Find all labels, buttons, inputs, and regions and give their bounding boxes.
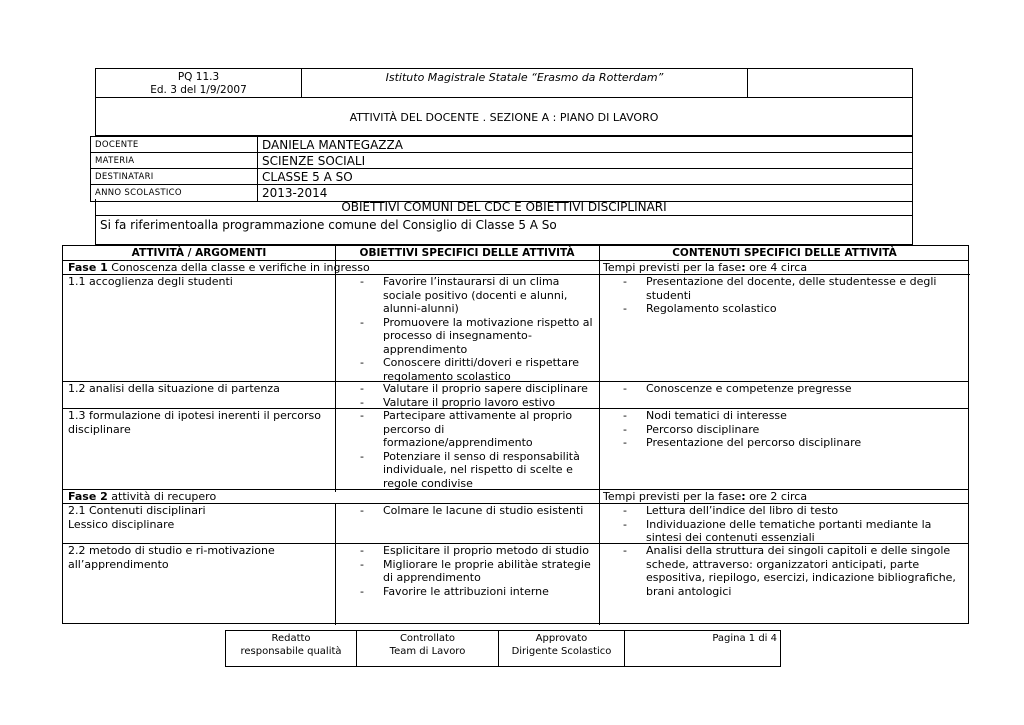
- dash-marker: -: [360, 504, 364, 517]
- objective-item: [360, 584, 593, 599]
- dash-marker: -: [360, 275, 364, 288]
- activity-1-1: 1.1 accoglienza degli studenti: [68, 275, 233, 288]
- dash-marker: -: [360, 449, 364, 463]
- objective-item: [360, 395, 593, 410]
- activities-table: [62, 245, 969, 624]
- content-item: [623, 504, 966, 518]
- dash-marker: -: [623, 436, 627, 449]
- objective-item: [360, 504, 593, 518]
- phase-1-time-label: Tempi previsti per la fase: [603, 261, 742, 274]
- dash-marker: -: [360, 382, 364, 395]
- dash-marker: -: [623, 544, 627, 557]
- phase-1-time-colon: :: [741, 261, 746, 274]
- phase-1-title: [68, 261, 568, 275]
- activity-2-2: 2.2 metodo di studio e ri-motivazione all’apprendimento: [68, 544, 275, 571]
- docente-value: DANIELA MANTEGAZZA: [262, 137, 403, 152]
- content-item: [623, 275, 966, 302]
- content-text: Lettura dell’indice del libro di testo: [646, 504, 839, 517]
- info-row-materia: [91, 153, 912, 169]
- content-text: Nodi tematici di interesse: [646, 409, 787, 422]
- objective-text: Favorire le attribuzioni interne: [383, 584, 549, 598]
- column-header-activities: ATTIVITÀ / ARGOMENTI: [131, 247, 267, 259]
- content-text: Individuazione delle tematiche portanti mediante la sintesi dei contenuti essenziali: [646, 517, 932, 544]
- phase-1-description: Conoscenza della classe e verifiche in ingresso: [107, 261, 370, 274]
- objective-text: Potenziare il senso di responsabilità individuale, nel rispetto di scelte e regole condivise: [383, 449, 580, 490]
- objectives-1-1: [360, 275, 593, 383]
- phase-1-time-value: ore 4 circa: [745, 261, 808, 274]
- phase-2-time-value: ore 2 circa: [745, 490, 808, 503]
- materia-value: SCIENZE SOCIALI: [262, 153, 366, 168]
- content-text: Analisi della struttura dei singoli capitoli e delle singole schede, attraverso: organizzatori anticipati, parte espositiva, riepilogo, esercizi, indicazione bibliografiche, brani antologici: [646, 544, 956, 598]
- dash-marker: -: [623, 382, 627, 395]
- footer-approvato: [499, 631, 625, 666]
- footer-controllato: [357, 631, 499, 666]
- footer-approvato-label: Approvato: [535, 633, 588, 644]
- info-row-destinatari: [91, 169, 912, 185]
- document-code: PQ 11.3: [177, 71, 220, 83]
- objective-item: [360, 315, 593, 357]
- dash-marker: -: [623, 422, 627, 436]
- content-text: Conoscenze e competenze pregresse: [646, 382, 852, 395]
- info-row-docente: [91, 137, 912, 153]
- content-text: Regolamento scolastico: [646, 302, 777, 315]
- objective-text: Conoscere diritti/doveri e rispettare regolamento scolastico: [383, 356, 580, 383]
- objective-text: Migliorare le proprie abilitàe strategie di apprendimento: [383, 557, 591, 584]
- section-title: ATTIVITÀ DEL DOCENTE . SEZIONE A : PIANO DI LAVORO: [96, 97, 912, 137]
- objective-text: Esplicitare il proprio metodo di studio: [383, 544, 589, 557]
- phase-2-time-label: Tempi previsti per la fase: [603, 490, 742, 503]
- content-text: Presentazione del percorso disciplinare: [646, 436, 862, 449]
- school-name: Istituto Magistrale Statale “Erasmo da Rotterdam”: [302, 69, 748, 97]
- phase-2-description: attività di recupero: [107, 490, 217, 503]
- page-number: Pagina 1 di 4: [712, 633, 777, 644]
- objective-text: Valutare il proprio sapere disciplinare: [383, 382, 588, 395]
- objective-item: [360, 557, 593, 585]
- activity-2-1-line1: 2.1 Contenuti disciplinari: [68, 504, 206, 517]
- content-item: [623, 302, 966, 316]
- column-divider: [335, 246, 336, 492]
- objective-item: [360, 409, 593, 450]
- objectives-1-3: [360, 409, 593, 490]
- objective-item: [360, 356, 593, 383]
- dash-marker: -: [623, 409, 627, 422]
- docente-label: DOCENTE: [91, 137, 258, 152]
- content-item: [623, 436, 966, 450]
- footer-redatto-label: Redatto: [271, 633, 311, 644]
- footer-redatto: [226, 631, 357, 666]
- dash-marker: -: [360, 557, 364, 571]
- dash-marker: -: [360, 395, 364, 409]
- phase-2-title: [68, 490, 568, 504]
- content-text: Presentazione del docente, delle studentesse e degli studenti: [646, 275, 937, 302]
- content-item: [623, 409, 966, 423]
- activity-1-2: 1.2 analisi della situazione di partenza: [68, 382, 280, 395]
- phase-2-time-colon: :: [741, 490, 746, 503]
- dash-marker: -: [623, 504, 627, 517]
- phase-1-label: Fase 1: [68, 261, 108, 274]
- footer-redatto-role: responsabile qualità: [240, 646, 342, 657]
- anno-label: ANNO SCOLASTICO: [91, 185, 258, 201]
- document-header: [95, 68, 913, 136]
- phase-2-time: [603, 490, 963, 504]
- dash-marker: -: [360, 409, 364, 422]
- objectives-block: [95, 199, 913, 245]
- content-text: Percorso disciplinare: [646, 422, 760, 436]
- dash-marker: -: [623, 275, 627, 288]
- objective-text: Favorire l’instaurarsi di un clima sociale positivo (docenti e alunni, alunni-alunni): [383, 275, 568, 315]
- objective-item: [360, 544, 593, 558]
- dash-marker: -: [360, 584, 364, 598]
- content-item: [623, 422, 966, 437]
- objectives-text: Si fa riferimentoalla programmazione comune del Consiglio di Classe 5 A So: [100, 218, 557, 232]
- approval-footer: [225, 630, 781, 667]
- objectives-1-2: [360, 382, 593, 409]
- footer-controllato-role: Team di Lavoro: [389, 646, 466, 657]
- objective-item: [360, 275, 593, 316]
- objective-text: Valutare il proprio lavoro estivo: [383, 395, 556, 409]
- objectives-2-1: [360, 504, 593, 518]
- dash-marker: -: [360, 544, 364, 557]
- document-edition: Ed. 3 del 1/9/2007: [150, 83, 247, 96]
- column-divider: [599, 246, 600, 492]
- column-divider: [599, 489, 600, 625]
- column-divider: [335, 503, 336, 625]
- materia-label: MATERIA: [91, 153, 258, 168]
- dash-marker: -: [360, 356, 364, 369]
- content-item: [623, 544, 966, 598]
- column-header-objectives: OBIETTIVI SPECIFICI DELLE ATTIVITÀ: [359, 247, 575, 259]
- destinatari-label: DESTINATARI: [91, 169, 258, 184]
- objective-text: Partecipare attivamente al proprio percorso di formazione/apprendimento: [383, 409, 573, 449]
- content-item: [623, 382, 966, 396]
- dash-marker: -: [623, 517, 627, 531]
- dash-marker: -: [623, 302, 627, 315]
- contents-2-1: [623, 504, 966, 545]
- activity-2-1: [68, 504, 330, 531]
- document-code-cell: [96, 69, 302, 97]
- teacher-info-table: [90, 136, 913, 202]
- contents-1-1: [623, 275, 966, 316]
- contents-2-2: [623, 544, 966, 598]
- objectives-title: OBIETTIVI COMUNI DEL CDC E OBIETTIVI DISCIPLINARI: [96, 199, 912, 216]
- phase-1-time: [603, 261, 963, 275]
- footer-approvato-role: Dirigente Scolastico: [511, 646, 612, 657]
- destinatari-value: CLASSE 5 A SO: [262, 169, 353, 184]
- column-header-contents: CONTENUTI SPECIFICI DELLE ATTIVITÀ: [672, 247, 897, 259]
- objective-text: Promuovere la motivazione rispetto al processo di insegnamento-apprendimento: [383, 315, 593, 356]
- contents-1-3: [623, 409, 966, 450]
- anno-value: 2013-2014: [262, 186, 328, 200]
- objective-item: [360, 449, 593, 491]
- phase-2-label: Fase 2: [68, 490, 108, 503]
- footer-controllato-label: Controllato: [399, 633, 456, 644]
- dash-marker: -: [360, 315, 364, 329]
- objective-item: [360, 382, 593, 396]
- activity-2-1-line2: Lessico disciplinare: [68, 517, 175, 531]
- objective-text: Colmare le lacune di studio esistenti: [383, 504, 584, 517]
- activity-1-3: 1.3 formulazione di ipotesi inerenti il percorso disciplinare: [68, 409, 321, 436]
- contents-1-2: [623, 382, 966, 396]
- content-item: [623, 517, 966, 545]
- objectives-2-2: [360, 544, 593, 598]
